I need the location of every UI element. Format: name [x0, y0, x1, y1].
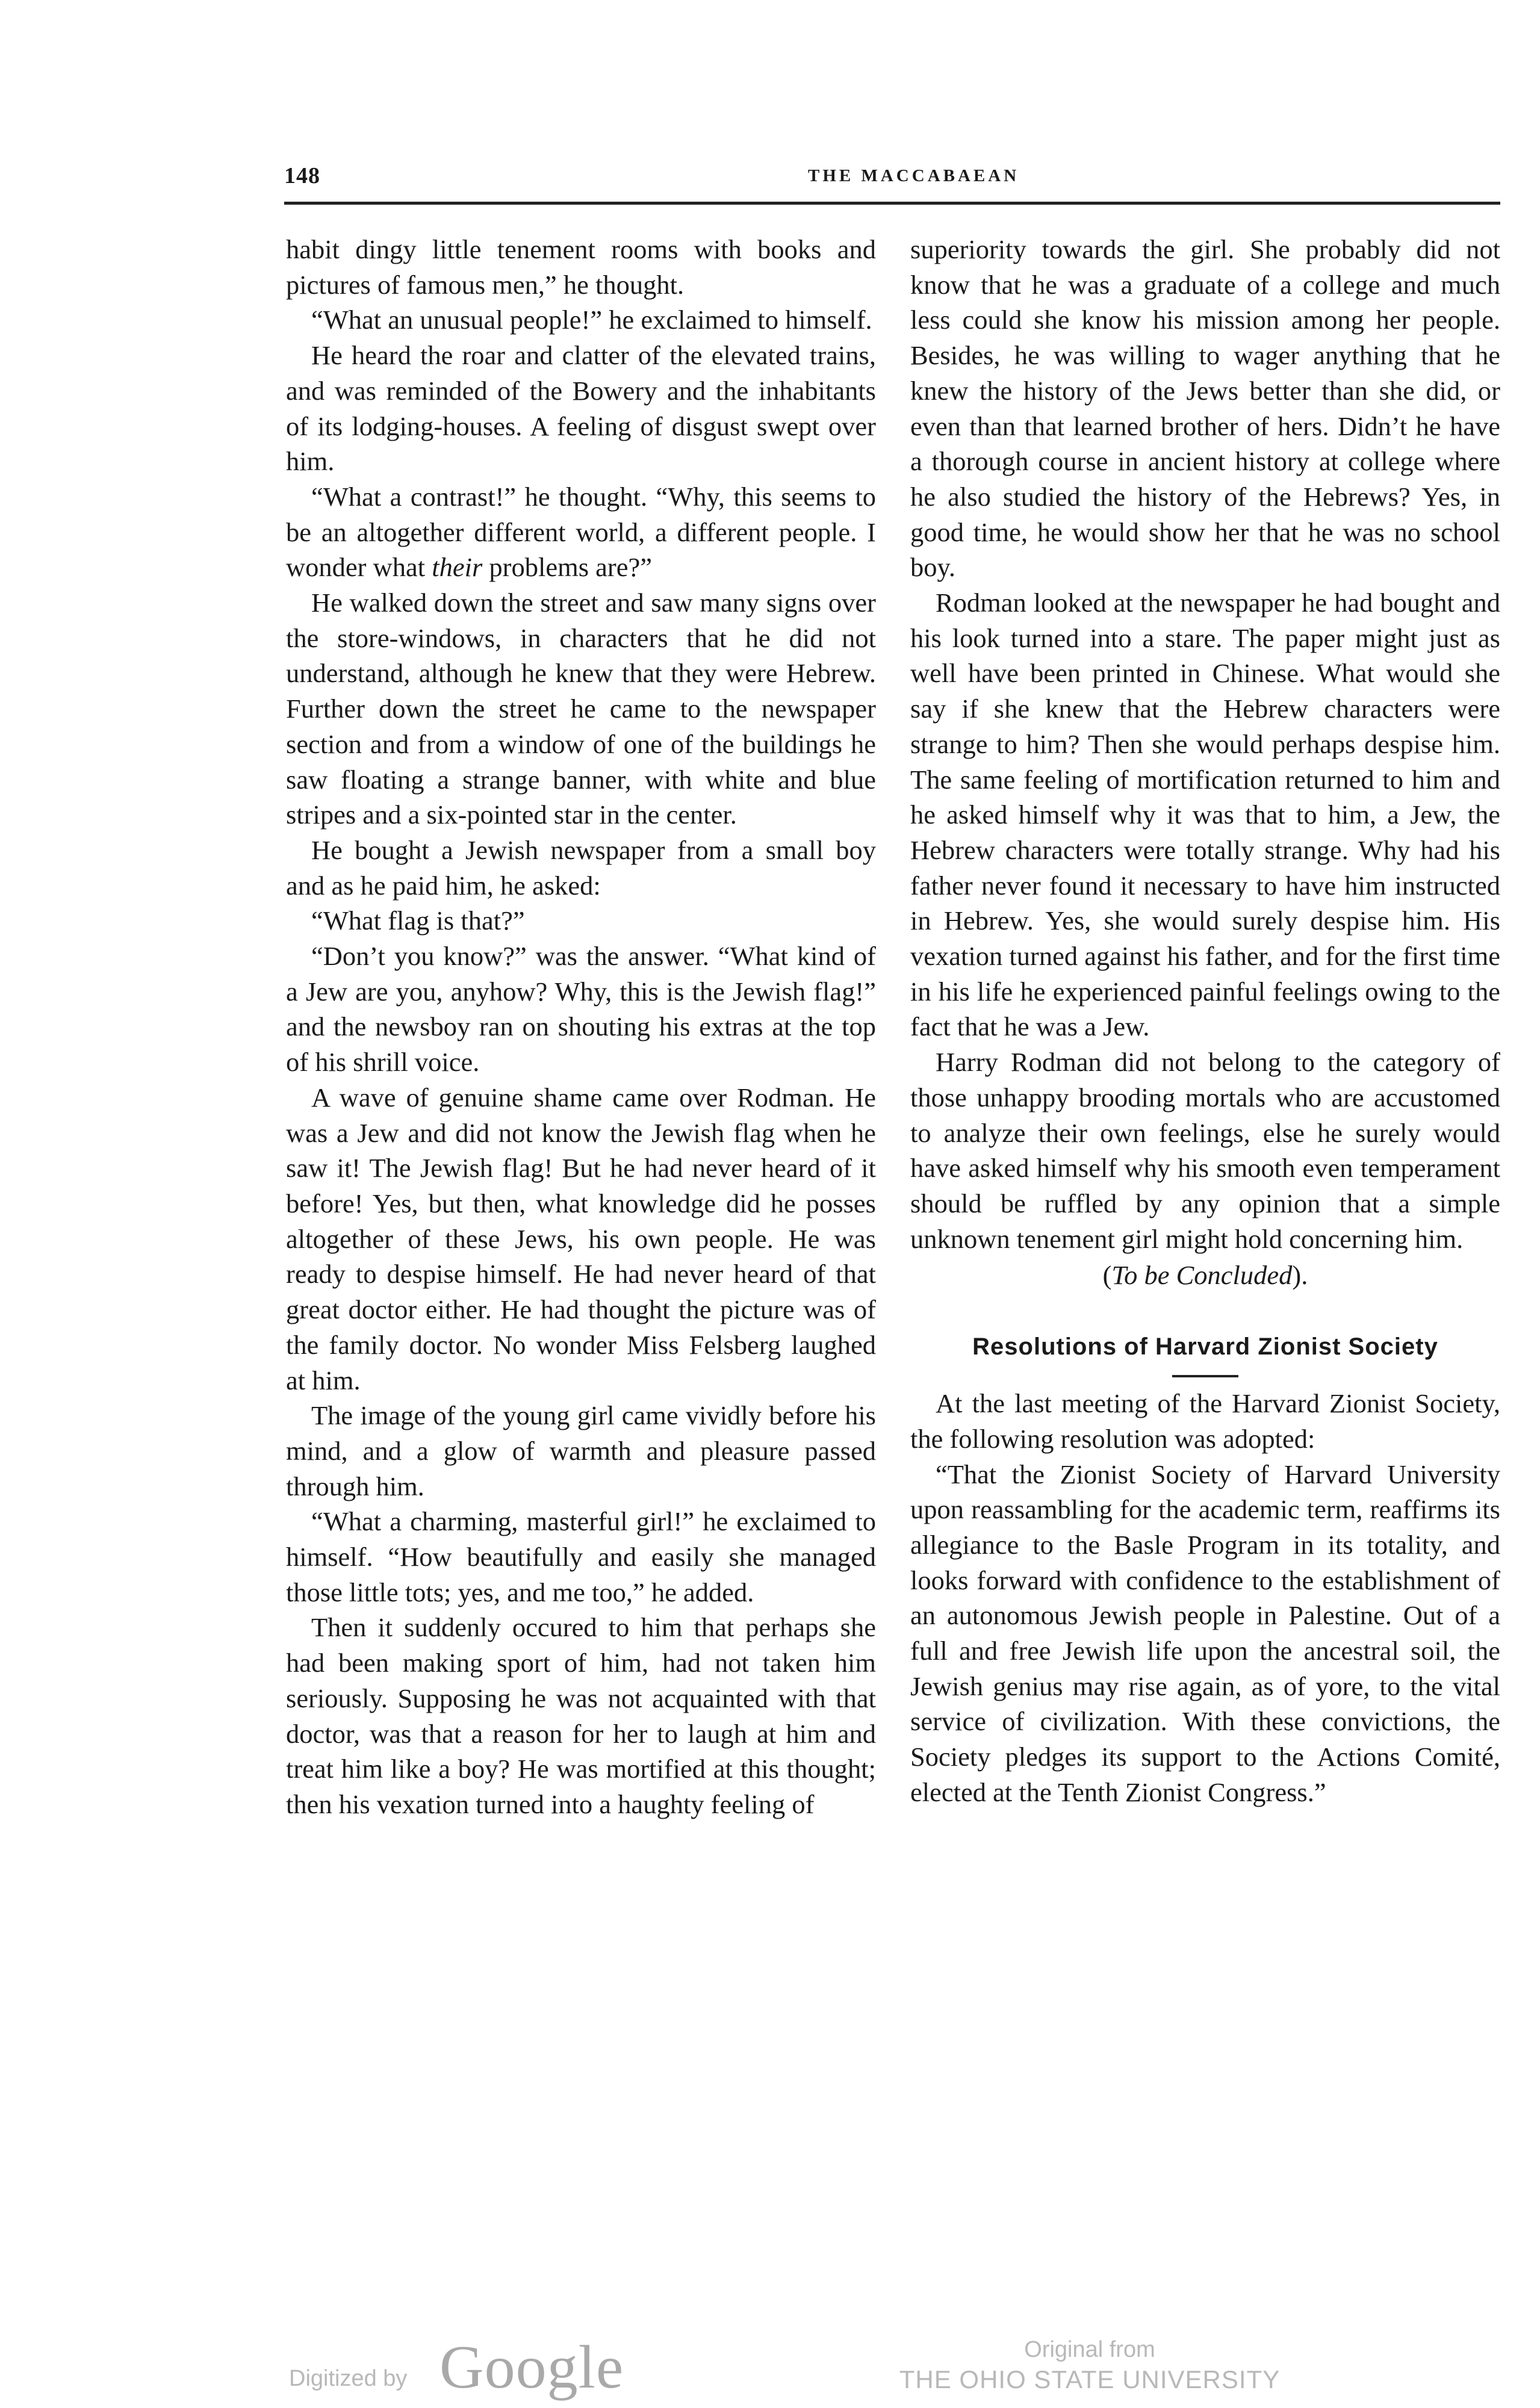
right-column — [910, 232, 1500, 1810]
paragraph — [286, 479, 876, 585]
page-number: 148 — [284, 163, 320, 188]
paragraph: A wave of genuine shame came over Rodman. He was a Jew and did not know the Jewish flag when he saw it! The Jewish flag! But he had never heard of it before! Yes, but then, what knowledge did he posses altogether of these Jews, his own people. He was ready to despise himself. He had never heard of that great doctor either. He had thought the picture was of the family doctor. No wonder Miss Felsberg laughed at him. — [286, 1082, 876, 1395]
paragraph: “What a charming, masterful girl!” he exclaimed to himself. “How beautifully and easily she managed those little tots; yes, and me too,” he added. — [286, 1506, 876, 1607]
paragraph: superiority towards the girl. She probably did not know that he was a graduate of a college and much less could she know his mission among her people. Besides, he was willing to wager anything that he knew the history of the Jews better than she did, or even than that learned brother of hers. Didn’t he have a thorough course in ancient history at college where he also studied the history of the Hebrews? Yes, in good time, he would show her that he was no school boy. — [910, 234, 1500, 583]
paragraph: He bought a Jewish newspaper from a small boy and as he paid him, he asked: — [286, 834, 876, 901]
original-from — [891, 2336, 1288, 2396]
paragraph: The image of the young girl came vividly before his mind, and a glow of warmth and pleasure passed through him. — [286, 1400, 876, 1501]
to-be-concluded: (To be Concluded). — [1102, 1260, 1308, 1291]
paragraph: He walked down the street and saw many signs over the store-windows, in characters that he did not understand, although he knew that they were Hebrew. Further down the street he came to the newspaper section and from a window of one of the buildings he saw floating a strange banner, with white and blue stripes and a six-pointed star in the center. — [286, 588, 876, 830]
university-text: THE OHIO STATE UNIVERSITY — [899, 2365, 1281, 2394]
google-logo: Google — [439, 2333, 624, 2401]
italic-word: their — [432, 552, 483, 583]
paragraph: Harry Rodman did not belong to the category of those unhappy brooding mortals who are accustomed to analyze their own feelings, else he surely would have asked himself why his smooth even temperament should be ruffled by any opinion that a simple unknown tenement girl might hold concerning him. — [910, 1047, 1500, 1254]
page-header — [284, 163, 1500, 193]
paragraph: “What an unusual people!” he exclaimed to himself. — [311, 305, 872, 335]
paragraph-text: “What a contrast!” he thought. “Why, this seems to be an altogether different world, a different people. I wonder what — [286, 481, 876, 583]
paragraph: Rodman looked at the newspaper he had bought and his look turned into a stare. The paper might just as well have been printed in Chinese. What would she say if she knew that the Hebrew characters were strange to him? Then she would perhaps despise him. The same feeling of mortification returned to him and he asked himself why it was that to him, a Jew, the Hebrew characters were totally strange. Why had his father never found it necessary to have him instructed in Hebrew. Yes, she would surely despise him. His vexation turned against his father, and for the first time in his life he experienced painful feelings owing to the fact that he was a Jew. — [910, 588, 1500, 1042]
paragraph: Then it suddenly occured to him that perhaps she had been making sport of him, had not taken him seriously. Supposing he was not acquainted with that doctor, was that a reason for her to laugh at him and treat him like a boy? He was mortified at this thought; then his vexation turned into a haughty feeling of — [286, 1612, 876, 1819]
paragraph: He heard the roar and clatter of the elevated trains, and was reminded of the Bowery and the inhabitants of its lodging-houses. A feeling of disgust swept over him. — [286, 340, 876, 477]
running-title: THE MACCABAEAN — [808, 166, 1020, 185]
header-rule — [284, 202, 1500, 205]
paragraph: At the last meeting of the Harvard Zionist Society, the following resolution was adopted: — [910, 1388, 1500, 1454]
section-title-rule — [1172, 1375, 1238, 1377]
paragraph: “That the Zionist Society of Harvard University upon reassambling for the academic term, reaffirms its allegiance to the Basle Program in its totality, and looks forward with confidence to the establishment of an autonomous Jewish people in Palestine. Out of a full and free Jewish life upon the ancestral soil, the Jewish genius may rise again, as of yore, to the vital service of civilization. With these convictions, the Society pledges its support to the Actions Comité, elected at the Tenth Zionist Congress.” — [910, 1459, 1500, 1807]
paragraph-text: problems are?” — [482, 552, 652, 583]
paragraph: “What flag is that?” — [311, 905, 525, 936]
digitized-by-text: Digitized by — [289, 2366, 408, 2391]
original-from-text: Original from — [1024, 2337, 1155, 2362]
paragraph: habit dingy little tenement rooms with books and pictures of famous men,” he thought. — [286, 234, 876, 300]
left-column — [286, 232, 876, 1822]
paragraph: “Don’t you know?” was the answer. “What kind of a Jew are you, anyhow? Why, this is the Jewish flag!” and the newsboy ran on shouting his extras at the top of his shrill voice. — [286, 941, 876, 1078]
section-title: Resolutions of Harvard Zionist Society — [972, 1333, 1438, 1361]
